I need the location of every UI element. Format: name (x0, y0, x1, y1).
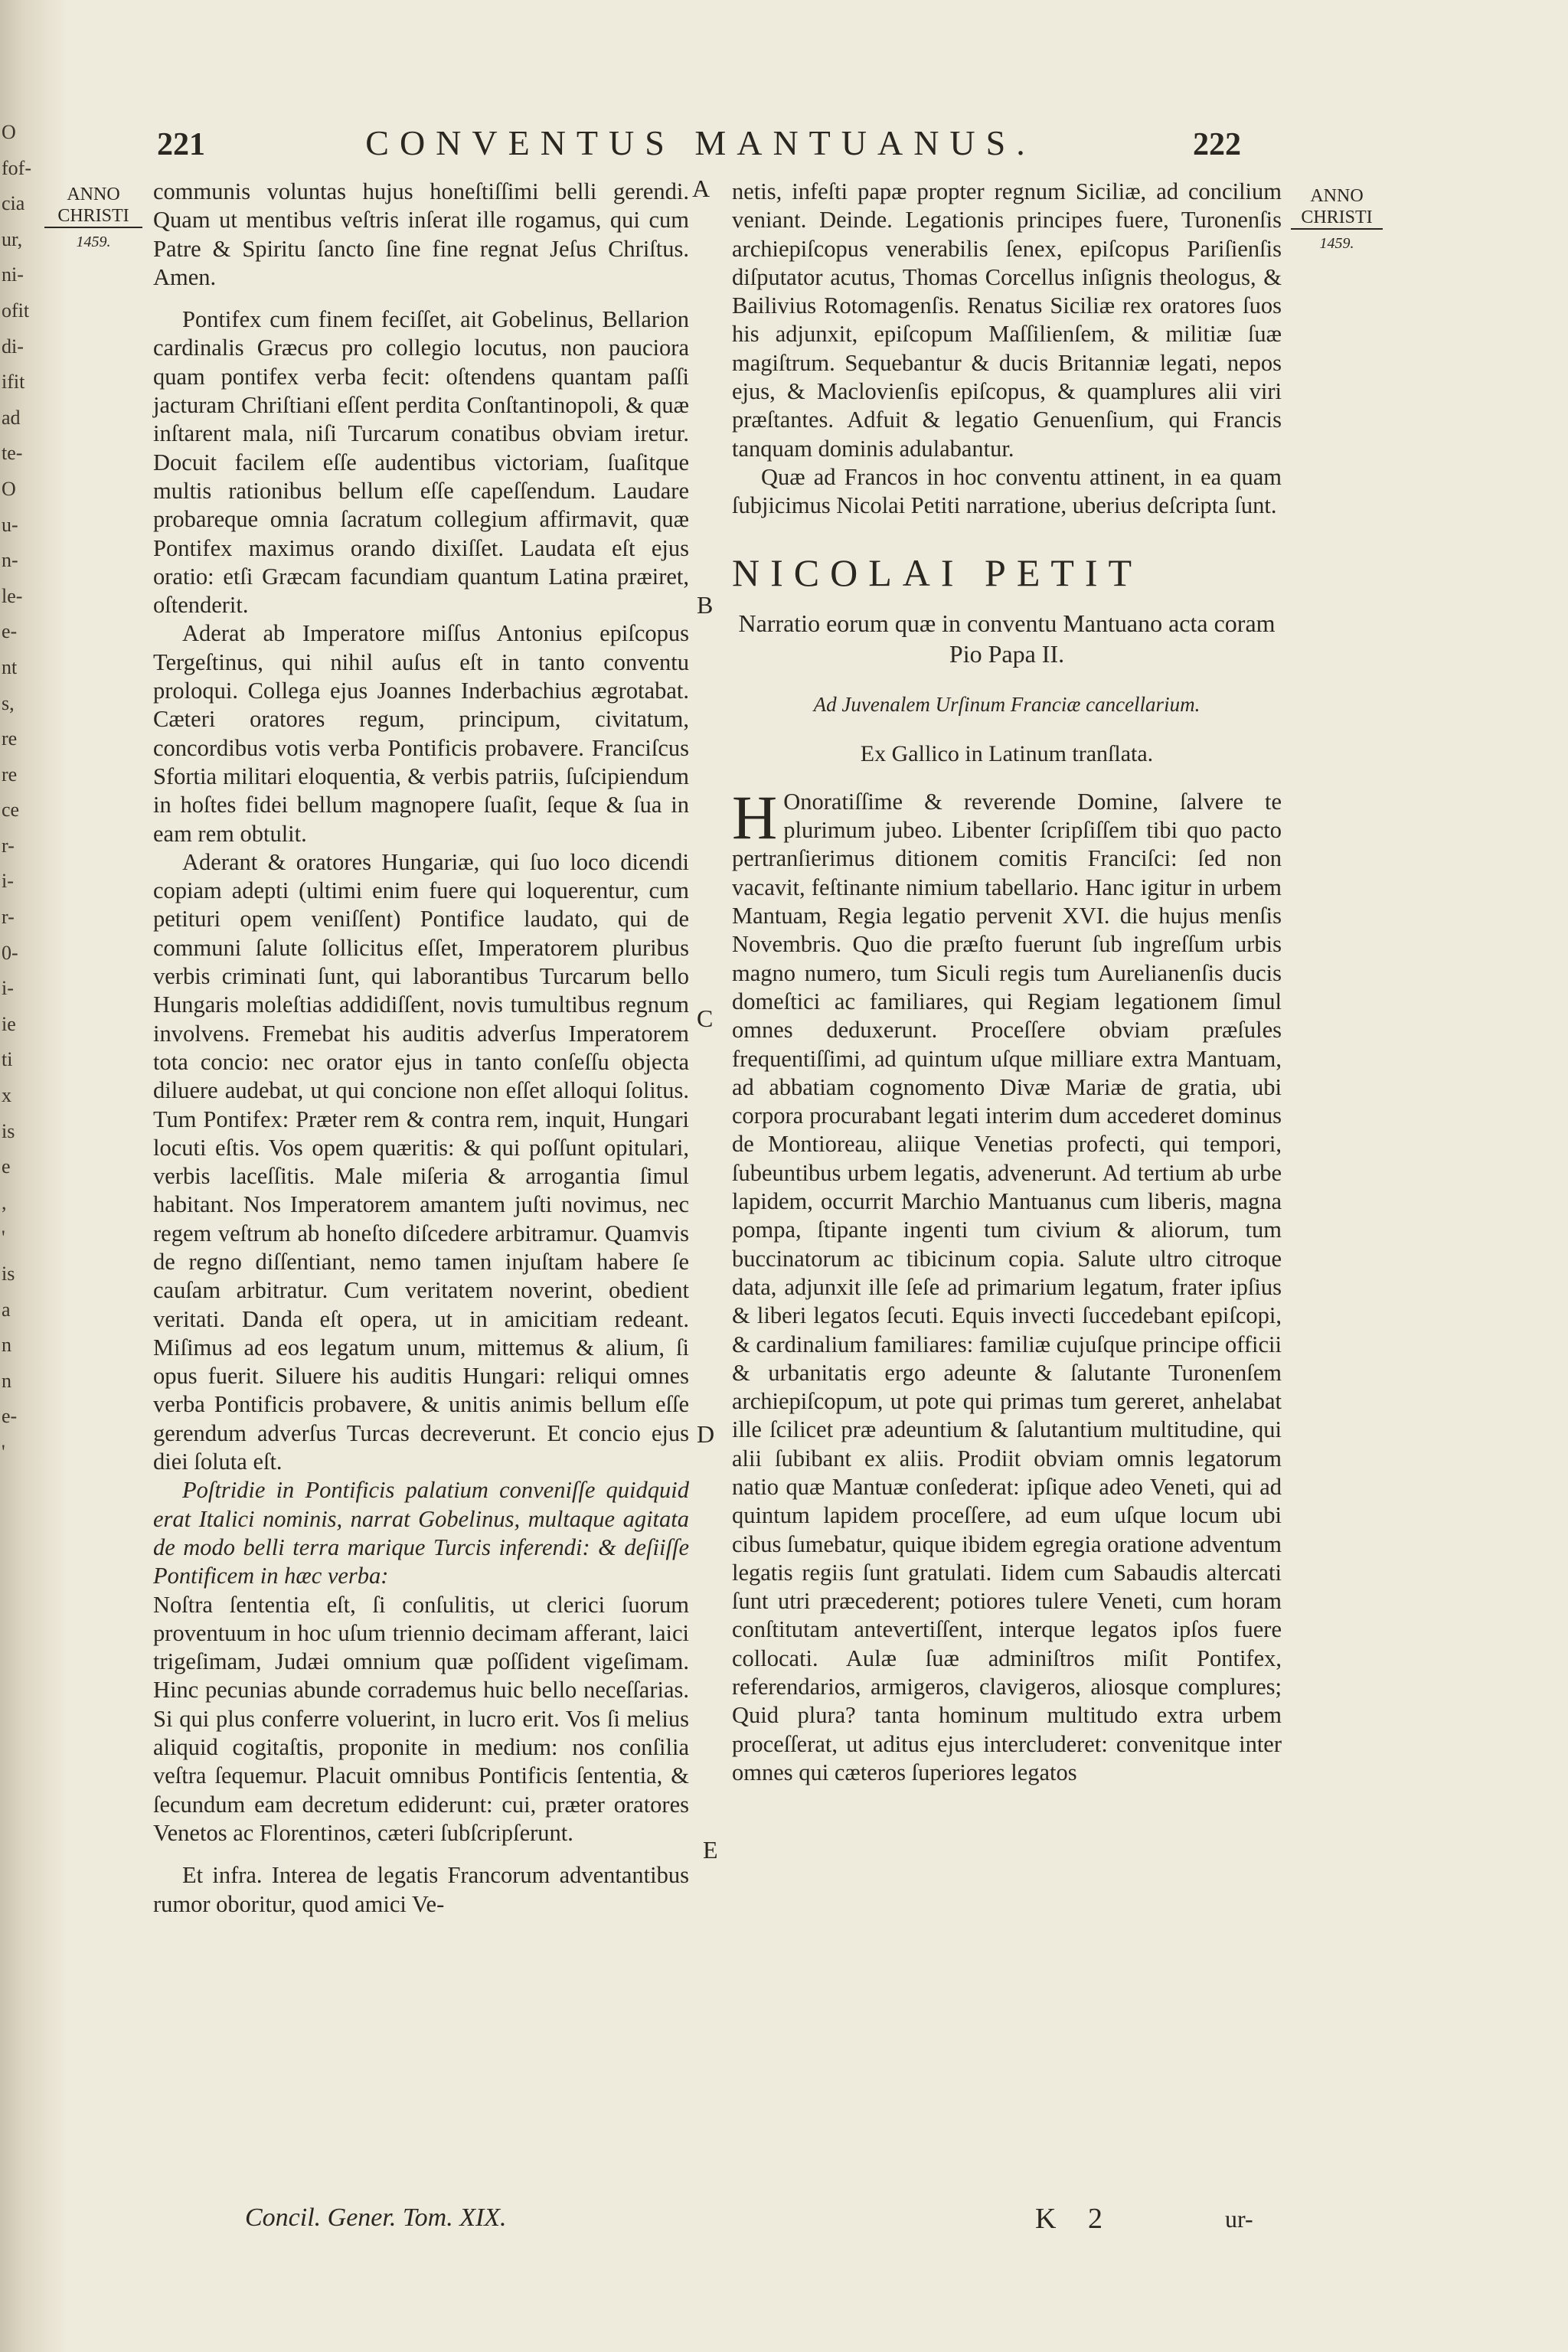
margin-fragment: ce (2, 799, 20, 822)
year-marker-label: ANNO CHRISTI (1291, 185, 1383, 230)
year-marker-label: ANNO CHRISTI (44, 184, 142, 228)
year-marker-left (44, 184, 142, 253)
year-marker-year: 1459. (1319, 235, 1354, 252)
footer-volume: Concil. Gener. Tom. XIX. (245, 2203, 507, 2232)
paragraph: Aderant & oratores Hungariæ, qui ſuo loco dicendi copiam adepti (ultimi enim fuere qui loquerentur, cum petituri opem veniſſent) Pontifice laudato, qui de communi ſalute ſollicitus eſſet, Imperatorem pluribus verbis criminati ſunt, qui laborantibus Turcarum bello Hungaris moleſtias addidiſſent, novis tumultibus regnum involvens. Fremebat his auditis adverſus Imperatorem tota concio: nec orator ejus in tanto conſeſſu objecta diluere audebat, ut qui concione non eſſet alloqui ſolitus. Tum Pontifex: Præter rem & contra rem, inquit, Hungari locuti eſtis. Vos opem quæritis: & qui poſſunt opitulari, verbis laceſſitis. Male miſeria & arrogantia ſimul habitant. Nos Imperatorem amantem juſti novimus, nec regem veſtrum ab honeſto diſcedere arbitramur. Quamvis de regno diſſentiant, nemo tamen injuſtam habere ſe cauſam arbitratur. Cum veritatem noverint, obedient veritati. Danda eſt opera, ut in amicitiam redeant. Miſimus ad eos legatum unum, mittemus & alium, ſi opus fuerit. Siluere his auditis Hungari: reliqui omnes verba Pontificis probavere, & unitis animis bellum eſſe gerendum adverſus Turcas decreverunt. Et concio ejus diei ſoluta eſt. (153, 848, 689, 1475)
right-column (732, 178, 1282, 1787)
dedication: Ad Juvenalem Urſinum Franciæ cancellarium. (813, 692, 1200, 716)
previous-page-margin-fragments (2, 115, 47, 1471)
paragraph: Et infra. Interea de legatis Francorum adventantibus rumor oboritur, quod amici Ve- (153, 1862, 689, 1917)
margin-fragment: ti (2, 1048, 13, 1071)
margin-fragment: cia (2, 192, 25, 215)
margin-letter-d: D (697, 1420, 715, 1448)
margin-fragment: i- (2, 870, 14, 893)
letter-text: Onoratiſſime & reverende Domine, ſalvere te plurimum jubeo. Libenter ſcripſiſſem tibi quo pacto pertranſierimus ditionem comitis Franciſci: ſed non vacavit, feſtinante nimium tabellario. Hanc igitur in urbem Mantuam, Regia legatio pervenit XVI. die hujus menſis Novembris. Quo die præſto fuerunt ſub ingreſſum urbis magno numero, tum Siculi regis tum Aurelianenſis ducis domeſtici ac familiares, qui Regiam legationem ſimul omnes deduxerunt. Proceſſere obviam præſules frequentiſſimi, ad quintum uſque milliare extra Mantuam, ad abbatiam cognomento Divæ Mariæ de gratia, ubi corpora procurabant legati interim dum accederet dominus de Montioreau, aliique Venetias profecti, qui tempori, ſubeuntibus urbem legatis, advenerunt. Ad tertium ab urbe lapidem, occurrit Marchio Mantuanus cum liberis, magna pompa, ſtipante ingenti tum civium & aliorum, tum buccinatorum ac tibicinum copia. Salute ultro citroque data, adjunxit ille ſeſe ad primarium legatum, frater ipſius & liberi legatos ſecuti. Equis invecti ſuccedebant epiſcopi, & cardinalium familiares: familiæ cujuſque principe officii & urbanitatis ergo adeunte & ſalutante Turonenſem archiepiſcopum, ut pote qui primas tum gereret, anhelabat ille ſcilicet præ adeuntium & ſalutantium multitudine, qui alii ſubibant ex aliis. Prodiit obviam omnis legatorum natio quæ Mantuæ conſederat: ipſique adeo Veneti, qui ad quintum lapidem proceſſere, ad eum uſque locum ubi cibus ſumebatur, quique ibidem egregia oratione adventum legatis regiis ſunt gratulati. Iidem cum Sabaudis altercati ſunt utri præcederent; potiores tulere Veneti, cum horam conſtitutam antevertiſſent, interque legatos ipſos fuere collocati. Aulæ ſuæ adminiſtros miſit Pontifex, referendarios, armigeros, clavigeros, aliosque complures; Quid plura? tanta hominum multitudo extra urbem proceſſerat, ut aditus ejus intercluderet: convenitque inter omnes qui cæteros ſuperiores legatos (732, 788, 1282, 1785)
margin-fragment: nt (2, 655, 18, 678)
margin-fragment: r- (2, 834, 15, 857)
margin-fragment: O (2, 121, 16, 143)
margin-fragment: u- (2, 513, 18, 536)
year-marker-year: 1459. (76, 234, 111, 250)
margin-fragment: i- (2, 977, 14, 1000)
margin-fragment: , (2, 1191, 7, 1214)
margin-fragment: fof- (2, 156, 31, 179)
margin-fragment: ni- (2, 263, 24, 286)
margin-fragment: n (2, 1334, 11, 1357)
margin-fragment: e (2, 1155, 11, 1178)
paragraph: Quæ ad Francos in hoc conventu attinent, in ea quam ſubjicimus Nicolai Petiti narratione, uberius deſcripta ſunt. (732, 463, 1282, 519)
margin-fragment: re (2, 727, 18, 750)
margin-fragment: ad (2, 406, 21, 429)
margin-fragment: n- (2, 549, 18, 572)
margin-letter-e: E (703, 1836, 718, 1864)
margin-fragment: s, (2, 691, 15, 714)
margin-fragment: te- (2, 442, 23, 465)
margin-fragment: ofit (2, 299, 30, 322)
margin-fragment: ' (2, 1227, 5, 1250)
margin-fragment: ie (2, 1012, 16, 1035)
left-column (153, 178, 689, 1919)
section-heading: NICOLAI PETIT (732, 550, 1143, 594)
margin-fragment: le- (2, 584, 23, 607)
margin-fragment: ifit (2, 371, 25, 394)
margin-fragment: n (2, 1369, 11, 1392)
margin-fragment: a (2, 1298, 11, 1321)
margin-letter-b: B (697, 591, 714, 619)
margin-fragment: is (2, 1119, 15, 1142)
drop-cap: H (732, 782, 778, 852)
paragraph: Pontifex cum finem feciſſet, ait Gobelinus, Bellarion cardinalis Græcus pro collegio locutus, non pauciora quam pontifex verba fecit: oſtendens quantam paſſi jacturam Chriſtiani eſſent perdita Conſtantinopoli, & quæ inſtarent mala, niſi Turcarum conatibus obviam iretur. Docuit facilem eſſe audentibus victoriam, ſuaſitque multis rationibus bellum eſſe capeſſendum. Laudare probareque omnia ſacratum collegium affirmavit, quæ Pontifex maximus orando dixiſſet. Laudata eſt ejus oratio: etſi Græcam facundiam quantum Latina præiret, oſtenderit. (153, 306, 689, 619)
footer-signature: K 2 (1035, 2203, 1115, 2235)
running-title: CONVENTUS MANTUANUS. (365, 123, 1036, 162)
paragraph: Aderat ab Imperatore miſſus Antonius epiſcopus Tergeſtinus, qui nihil auſus eſt in tanto conventu proloqui. Collega ejus Joannes Inderbachius ægrotabat. Cæteri oratores regum, principum, civitatum, concordibus votis verba Pontificis probavere. Franciſcus Sfortia militari eloquentia, & verbis patriis, ſuſcipiendum in hoſtes fidei bellum magnopere ſuaſit, ſeque & ſua in eam rem obtulit. (153, 620, 689, 847)
paragraph: Poſtridie in Pontificis palatium conveniſſe quidquid erat Italici nominis, narrat Gobelinus, multaque agitata de modo belli terra marique Turcis inferendi: & deſiiſſe Pontificem in hæc verba: (153, 1477, 689, 1589)
margin-letter-a: A (692, 175, 710, 202)
letter-body (732, 782, 1282, 1787)
margin-fragment: ur, (2, 227, 23, 250)
section-subheading: Narratio eorum quæ in conventu Mantuano acta coram Pio Papa II. (738, 609, 1276, 668)
margin-fragment: di- (2, 335, 24, 358)
margin-fragment: x (2, 1084, 11, 1107)
margin-fragment: e- (2, 1405, 18, 1428)
paragraph: communis voluntas hujus honeſtiſſimi belli gerendi. Quam ut mentibus veſtris inſerat ille rogamus, qui cum Patre & Spiritu ſancto ſine fine regnat Jeſus Chriſtus. Amen. (153, 178, 689, 290)
translation-note: Ex Gallico in Latinum tranſlata. (860, 740, 1154, 766)
margin-fragment: is (2, 1263, 15, 1285)
margin-fragment: O (2, 477, 16, 500)
margin-fragment: r- (2, 906, 15, 929)
year-marker-right (1291, 185, 1383, 254)
paragraph: netis, infeſti papæ propter regnum Siciliæ, ad concilium veniant. Deinde. Legationis principes fuere, Turonenſis archiepiſcopus venerabilis ſenex, epiſcopus Pariſienſis diſputator acutus, Thomas Corcellus inſignis theologus, & Bailivius Rotomagenſis. Renatus Siciliæ rex oratores ſuos his adjunxit, epiſcopum Maſſilienſem, & militiæ ſuæ magiſtrum. Sequebantur & ducis Britanniæ legati, nepos ejus, & Maclovienſis epiſcopus, & quamplures alii viri præſtantes. Adfuit & legatio Genuenſium, qui Francis tanquam dominis adulabantur. (732, 178, 1282, 462)
paragraph: Noſtra ſententia eſt, ſi conſulitis, ut clerici ſuorum proventuum in hoc uſum triennio decimam afferant, laici trigeſimam, Judæi omnium quæ poſſident vigeſimam. Hinc pecunias abunde corrademus huic bello neceſſarias. Si qui plus conferre voluerint, in lucro erit. Vos ſi melius aliquid cogitaſtis, proponite in medium: nos conſilia veſtra ſequemur. Placuit omnibus Pontificis ſententia, & ſecundum eam decretum ediderunt: cui, præter oratores Venetos ac Florentinos, cæteri ſubſcripſerunt. (153, 1591, 689, 1846)
margin-letter-c: C (697, 1004, 714, 1032)
margin-fragment: re (2, 763, 18, 786)
margin-fragment: ' (2, 1440, 5, 1463)
margin-fragment: 0- (2, 941, 18, 964)
left-page-number: 221 (157, 127, 205, 162)
margin-fragment: e- (2, 620, 18, 643)
right-page-number: 222 (1193, 127, 1241, 162)
footer-catchword: ur- (1225, 2205, 1253, 2233)
